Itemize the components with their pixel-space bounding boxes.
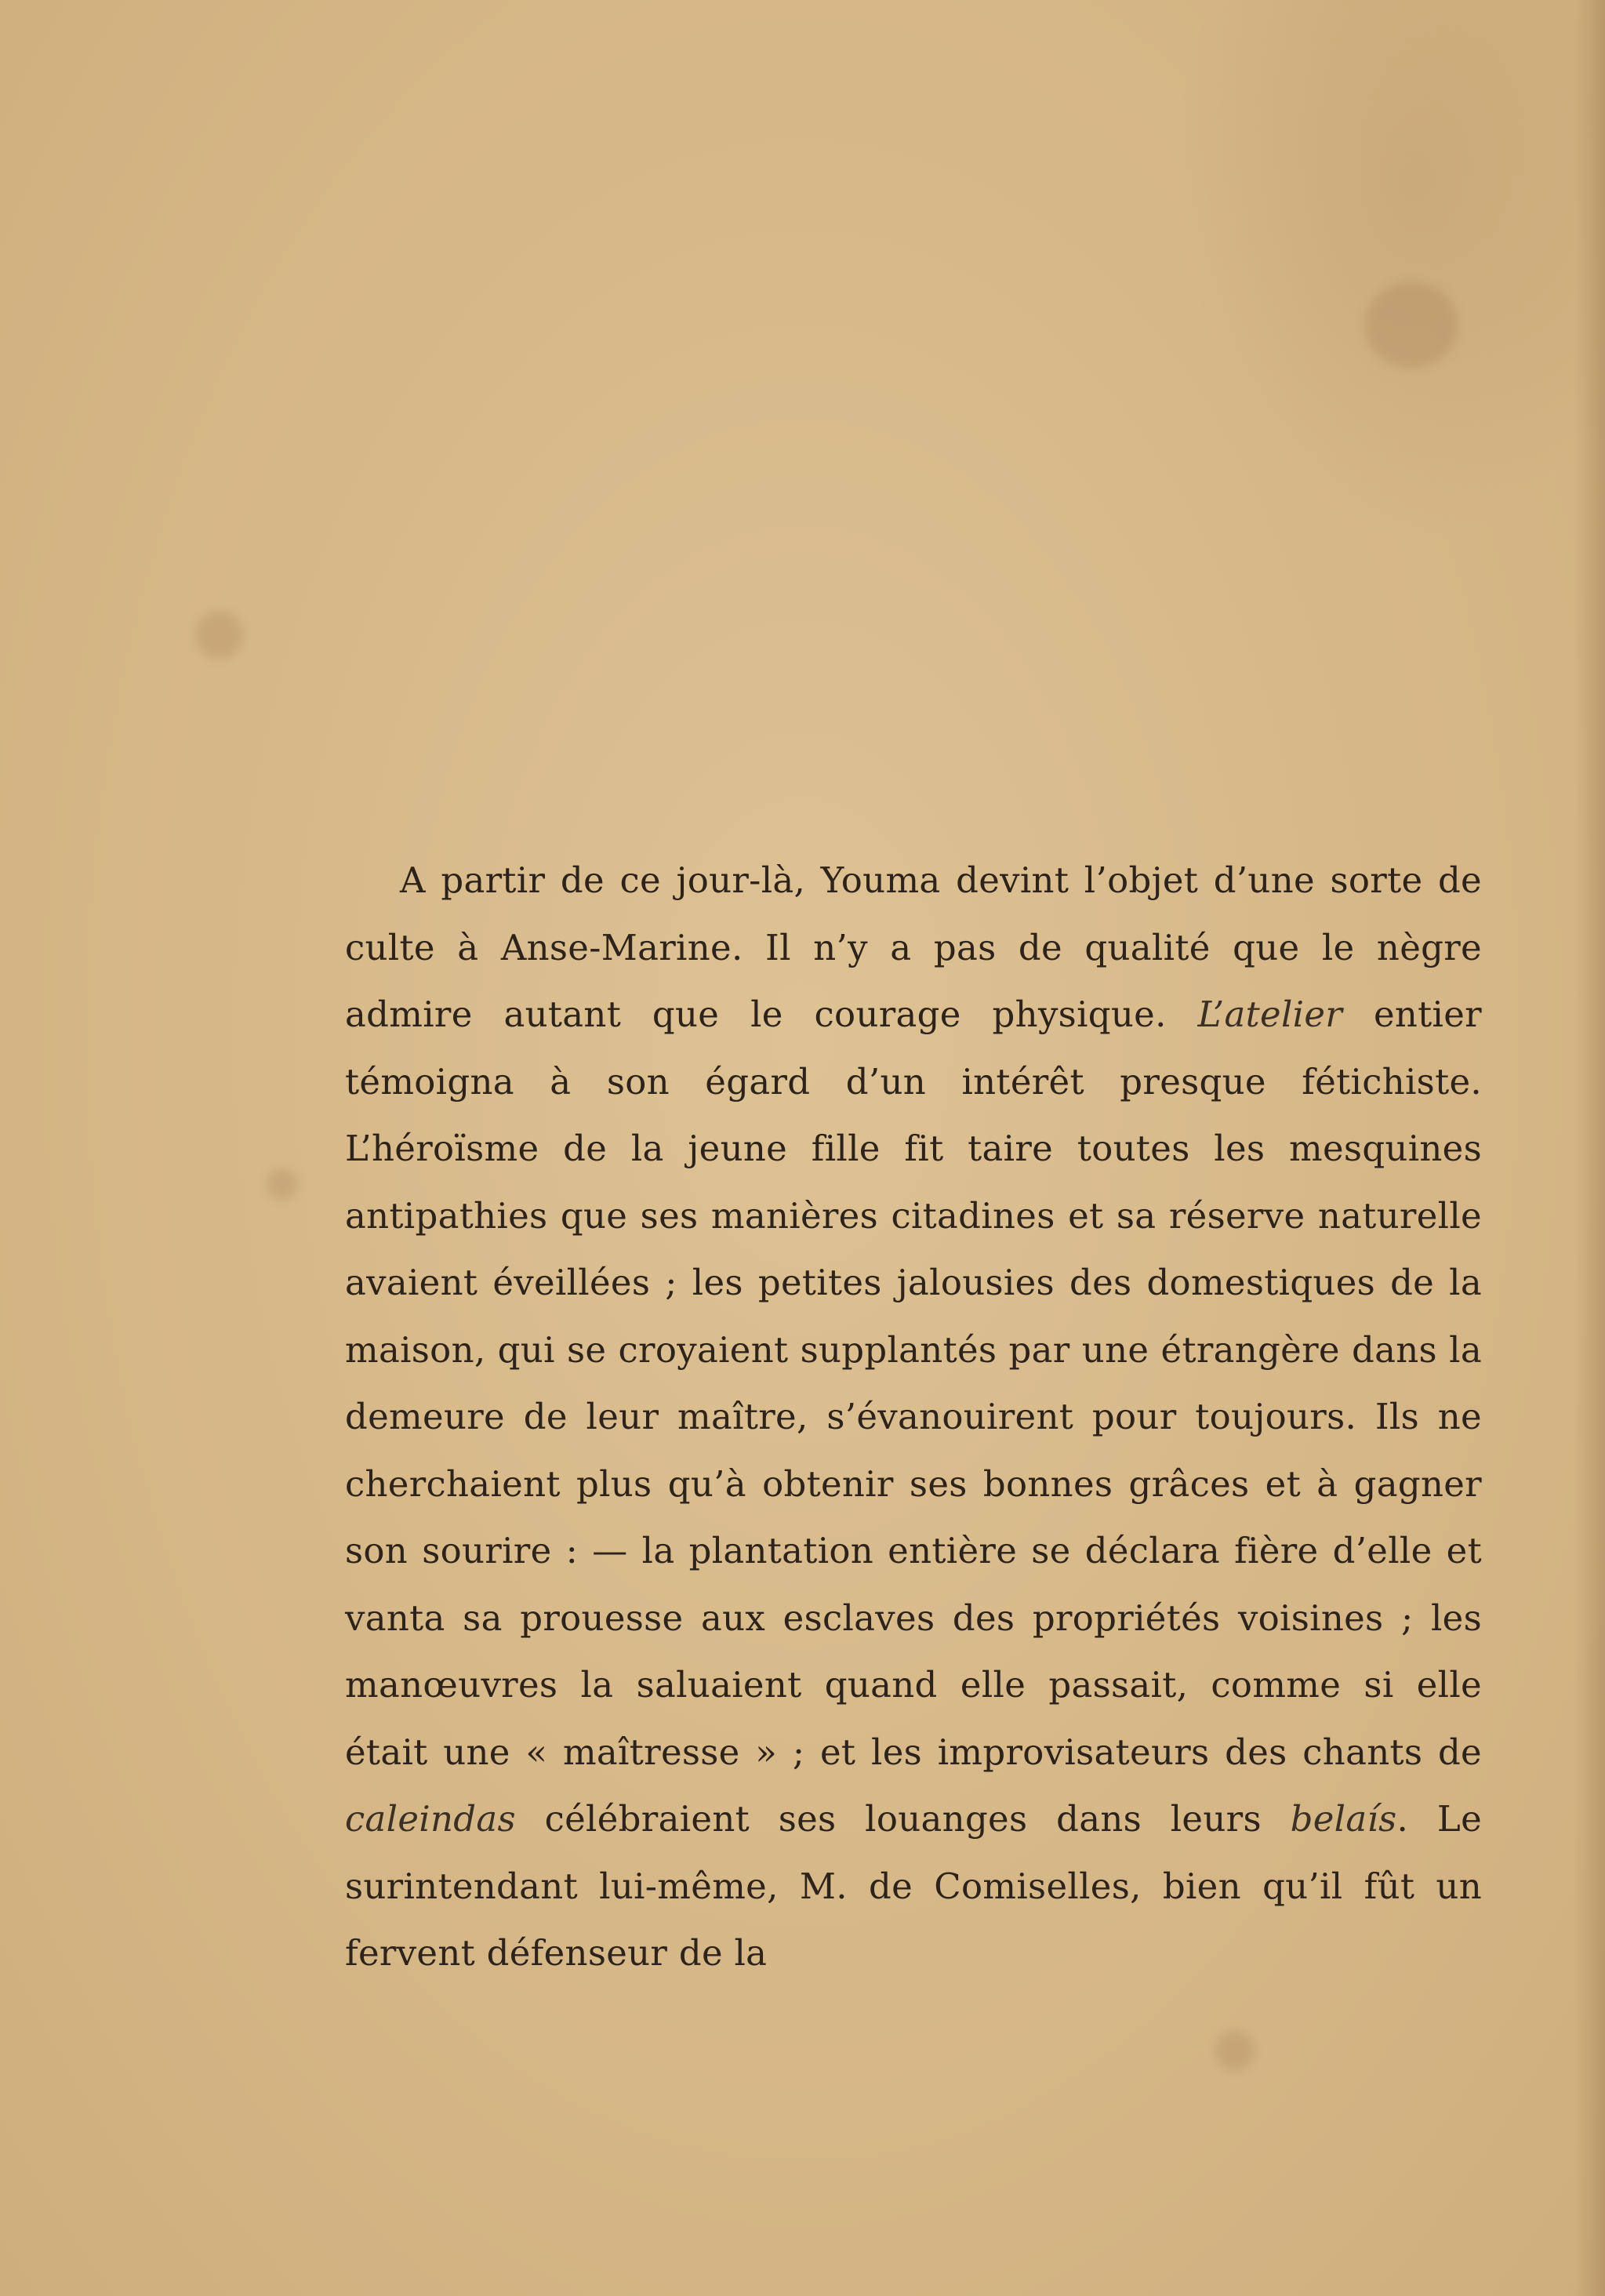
italic-term: belaís — [1290, 1798, 1397, 1840]
text-run: A partir de ce jour-là, Youma devint l’objet d’une sorte de culte à Anse-Marine. Il n’y a pas de qualité que le nègre admire autant que le courage physique. — [345, 859, 1482, 1035]
page-edge-shadow — [1574, 0, 1605, 2296]
text-run: entier témoigna à son égard d’un intérêt presque fétichiste. L’héroïsme de la jeune fille fit taire toutes les mesquines antipathies que ses manières citadines et sa réserve naturelle avaient éveillées ; les petites jalousies des domestiques de la maison, qui se croyaient supplantés par une étrangère dans la demeure de leur maître, s’évanouirent pour toujours. Ils ne cherchaient plus qu’à obtenir ses bonnes grâces et à gagner son sourire : — la plantation entière se déclara fière d’elle et vanta sa prouesse aux esclaves des propriétés voisines ; les manœuvres la saluaient quand elle passait, comme si elle était une « maîtresse » ; et les improvisateurs des chants de — [345, 994, 1482, 1773]
paper-stain — [1364, 282, 1458, 369]
italic-term: caleindas — [345, 1798, 516, 1840]
text-run: célébraient ses louanges dans leurs — [515, 1798, 1291, 1840]
text-run: . Le surintendant lui-même, M. de Comiselles, bien qu’il fût un fervent défenseur de la — [345, 1798, 1482, 1974]
body-text — [345, 847, 1482, 1987]
paper-stain — [196, 612, 243, 659]
paper-stain — [1215, 2031, 1255, 2070]
paper-stain — [267, 1168, 298, 1200]
italic-term: L’atelier — [1197, 994, 1343, 1035]
paragraph — [345, 847, 1482, 1987]
